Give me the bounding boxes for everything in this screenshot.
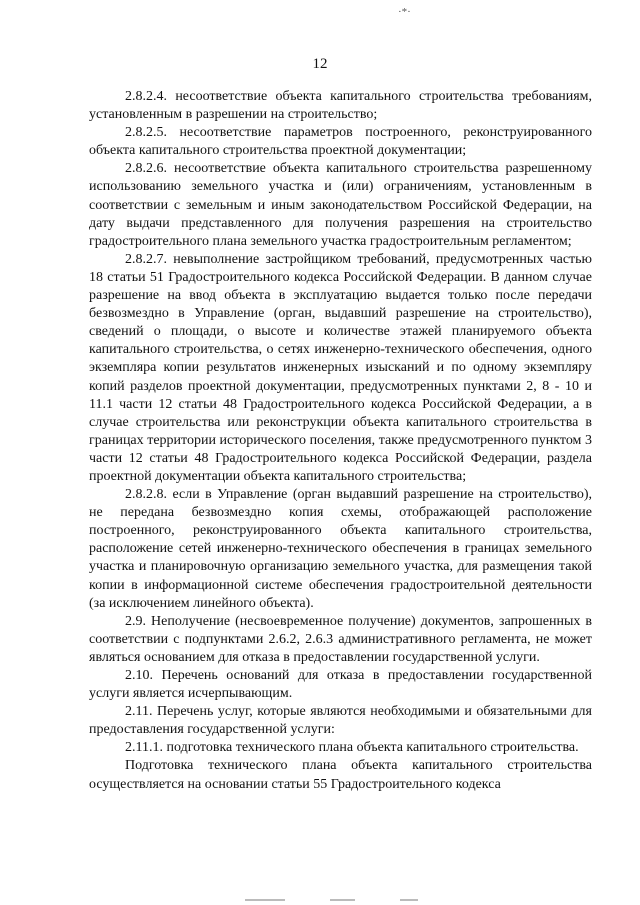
paragraph-2-8-2-8: 2.8.2.8. если в Управление (орган выдавший разрешение на строительство), не передана безвозмездно копия схемы, отображающей расположение построенного, реконструированного объекта капитального строительства, расположение сетей инженерно-технического обеспечения в границах земельного участка и планировочную организацию земельного участка, для размещения такой копии в информационной системе обеспечения градостроительной деятельности (за исключением линейного объекта). (89, 487, 592, 611)
scan-mark: ·*· (398, 6, 411, 18)
paragraph-2-10: 2.10. Перечень оснований для отказа в предоставлении государственной услуги является исчерпывающим. (89, 668, 592, 702)
paragraph-2-9: 2.9. Неполучение (несвоевременное получение) документов, запрошенных в соответствии с подпунктами 2.6.2, 2.6.3 административного регламента, не может являться основанием для отказа в предоставлении государственной услуги. (89, 613, 592, 665)
paragraph-2-8-2-4: 2.8.2.4. несоответствие объекта капитального строительства требованиям, установленным в разрешении на строительство; (89, 89, 592, 123)
page-number: 12 (312, 56, 328, 72)
paragraph-2-8-2-5: 2.8.2.5. несоответствие параметров построенного, реконструированного объекта капитального строительства проектной документации; (89, 125, 592, 159)
paragraph-technical-plan: Подготовка технического плана объекта капитального строительства осуществляется на основании статьи 55 Градостроительного кодекса (89, 758, 592, 792)
paragraph-2-11: 2.11. Перечень услуг, которые являются необходимыми и обязательными для предоставления государственной услуги: (89, 704, 592, 738)
paragraph-2-11-1: 2.11.1. подготовка технического плана объекта капитального строительства. (125, 740, 579, 756)
document-body (89, 88, 592, 794)
paragraph-2-8-2-7: 2.8.2.7. невыполнение застройщиком требований, предусмотренных частью 18 статьи 51 Градостроительного кодекса Российской Федерации. В данном случае разрешение на ввод объекта в эксплуатацию выдается только после передачи безвозмездно в Управление (орган, выдавший разрешение на строительство), сведений о площади, о высоте и количестве этажей планируемого объекта капитального строительства, о сетях инженерно-технического обеспечения, одного экземпляра копии результатов инженерных изысканий и по одному экземпляру копий разделов проектной документации, предусмотренных пунктами 2, 8 - 10 и 11.1 части 12 статьи 48 Градостроительного кодекса Российской Федерации, а в случае строительства или реконструкции объекта капитального строительства в границах территории исторического поселения, также предусмотренного пунктом 3 части 12 статьи 48 Градостроительного кодекса Российской Федерации, раздела проектной документации объекта капитального строительства; (89, 251, 592, 484)
paragraph-2-8-2-6: 2.8.2.6. несоответствие объекта капитального строительства разрешенному использованию земельного участка и (или) ограничениям, установленным в соответствии с земельным и иным законодательством Российской Федерации, на дату выдачи представленного для получения разрешения на строительство градостроительного плана земельного участка градостроительным регламентом; (89, 161, 592, 249)
scan-edge-marks (0, 897, 640, 903)
